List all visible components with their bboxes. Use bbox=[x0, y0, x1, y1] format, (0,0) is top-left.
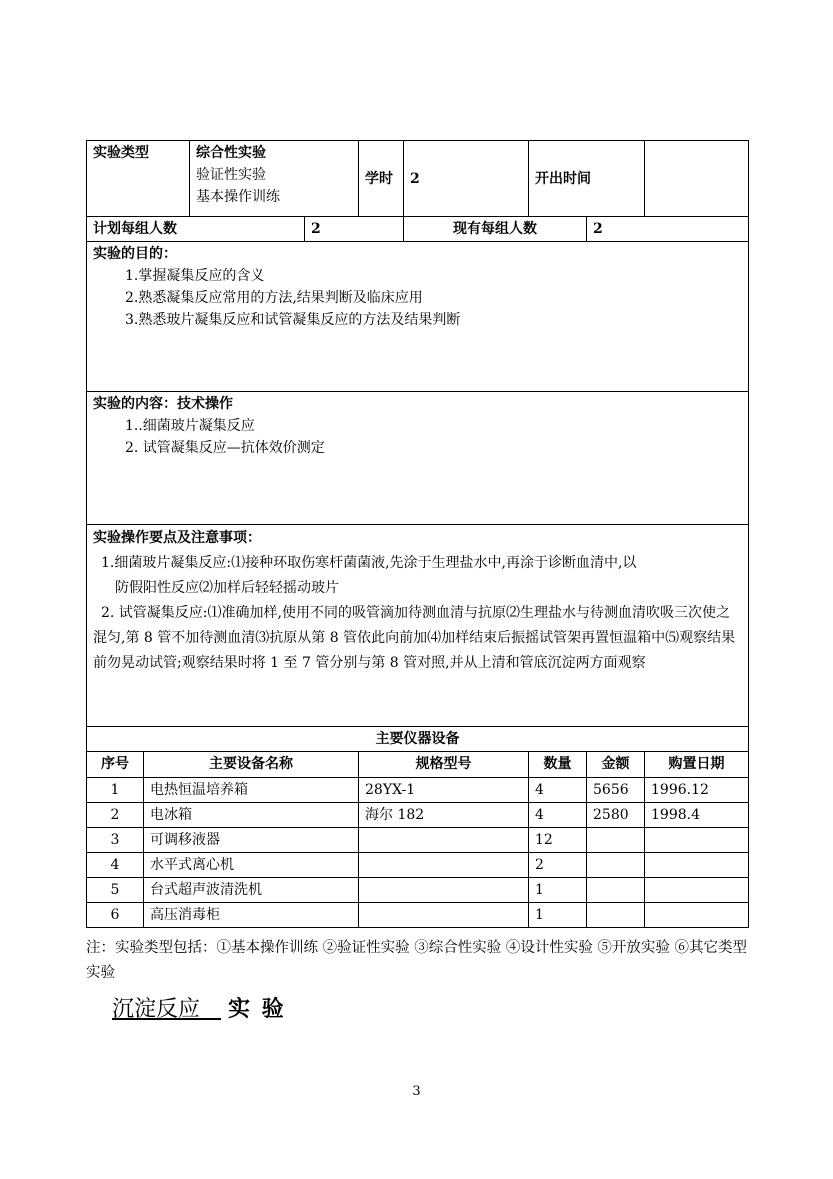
row-model bbox=[359, 853, 529, 878]
row-amount bbox=[587, 828, 645, 853]
row-model: 海尔 182 bbox=[359, 803, 529, 828]
notes-paragraph-1: 1.细菌玻片凝集反应:⑴接种环取伤寒杆菌菌液,先涂于生理盐水中,再涂于诊断血清中,以 bbox=[101, 555, 637, 571]
type-option: 验证性实验 bbox=[196, 167, 266, 183]
hours-label-cell: 学时 bbox=[359, 141, 404, 217]
row-model bbox=[359, 903, 529, 928]
col-header-index: 序号 bbox=[87, 752, 144, 778]
row-equipment-name: 台式超声波清洗机 bbox=[144, 878, 359, 903]
row-equipment-name: 可调移液器 bbox=[144, 828, 359, 853]
row-amount bbox=[587, 853, 645, 878]
section-title-underlined: 沉淀反应 bbox=[112, 997, 201, 1022]
notes-row bbox=[87, 525, 749, 727]
row-index: 5 bbox=[87, 878, 144, 903]
col-header-date: 购置日期 bbox=[645, 752, 749, 778]
row-qty: 2 bbox=[529, 853, 587, 878]
section-title bbox=[112, 993, 286, 1026]
current-label-cell: 现有每组人数 bbox=[404, 217, 587, 242]
row-model bbox=[359, 878, 529, 903]
row-qty: 1 bbox=[529, 903, 587, 928]
type-label-cell: 实验类型 bbox=[87, 141, 190, 217]
hours-value-cell: 2 bbox=[404, 141, 529, 217]
row-index: 4 bbox=[87, 853, 144, 878]
row-date bbox=[645, 853, 749, 878]
type-options-cell bbox=[190, 141, 359, 217]
row-index: 3 bbox=[87, 828, 144, 853]
purpose-row bbox=[87, 242, 749, 392]
row-qty: 4 bbox=[529, 803, 587, 828]
row-qty: 12 bbox=[529, 828, 587, 853]
content-row bbox=[87, 392, 749, 525]
table-row bbox=[87, 803, 749, 828]
col-header-model: 规格型号 bbox=[359, 752, 529, 778]
planned-value-cell: 2 bbox=[305, 217, 404, 242]
notes-cell bbox=[87, 525, 749, 727]
row-equipment-name: 高压消毒柜 bbox=[144, 903, 359, 928]
row-index: 2 bbox=[87, 803, 144, 828]
table-row bbox=[87, 878, 749, 903]
row-date bbox=[645, 903, 749, 928]
open-time-value-cell bbox=[645, 141, 749, 217]
notes-paragraph-2: 2. 试管凝集反应:⑴准确加样,使用不同的吸管滴加待测血清与抗原⑵生理盐水与待测血清吹吸三次使之混匀,第 8 管不加待测血清⑶抗原从第 8 管依此向前加⑷加样结束后振摇试管架再置恒温箱中⑸观察结果前勿晃动试管;观察结果时将 1 至 7 管分别与第 8 管对照,并从上清和管底沉淀两方面观察 bbox=[93, 605, 736, 671]
notes-label: 实验操作要点及注意事项： bbox=[93, 530, 261, 546]
row-model bbox=[359, 828, 529, 853]
table-row bbox=[87, 903, 749, 928]
header-row-1 bbox=[87, 141, 749, 217]
row-date: 1998.4 bbox=[645, 803, 749, 828]
open-time-label-cell: 开出时间 bbox=[529, 141, 645, 217]
row-equipment-name: 水平式离心机 bbox=[144, 853, 359, 878]
row-model: 28YX-1 bbox=[359, 778, 529, 803]
purpose-label: 实验的目的： bbox=[93, 246, 177, 262]
notes-paragraph-1-cont: 防假阳性反应⑵加样后轻轻摇动玻片 bbox=[115, 580, 339, 596]
row-amount: 2580 bbox=[587, 803, 645, 828]
page-number: 3 bbox=[412, 1084, 421, 1099]
purpose-item: 3.熟悉玻片凝集反应和试管凝集反应的方法及结果判断 bbox=[125, 312, 461, 328]
table-row bbox=[87, 853, 749, 878]
row-equipment-name: 电热恒温培养箱 bbox=[144, 778, 359, 803]
content-label: 实验的内容：技术操作 bbox=[93, 396, 233, 412]
table-row bbox=[87, 778, 749, 803]
section-title-underline-gap bbox=[200, 997, 221, 1022]
experiment-form-table bbox=[86, 140, 749, 928]
content-item: 2. 试管凝集反应—抗体效价测定 bbox=[125, 440, 325, 456]
equipment-title: 主要仪器设备 bbox=[87, 727, 749, 752]
purpose-cell bbox=[87, 242, 749, 392]
equipment-title-row bbox=[87, 727, 749, 752]
row-amount bbox=[587, 878, 645, 903]
row-index: 6 bbox=[87, 903, 144, 928]
content-cell bbox=[87, 392, 749, 525]
col-header-name: 主要设备名称 bbox=[144, 752, 359, 778]
row-amount: 5656 bbox=[587, 778, 645, 803]
row-date bbox=[645, 878, 749, 903]
row-equipment-name: 电冰箱 bbox=[144, 803, 359, 828]
equipment-header-row bbox=[87, 752, 749, 778]
purpose-item: 2.熟悉凝集反应常用的方法,结果判断及临床应用 bbox=[125, 290, 423, 306]
row-qty: 4 bbox=[529, 778, 587, 803]
footnote: 注：实验类型包括：①基本操作训练 ②验证性实验 ③综合性实验 ④设计性实验 ⑤开放实验 ⑥其它类型实验 bbox=[86, 940, 748, 981]
row-index: 1 bbox=[87, 778, 144, 803]
purpose-item: 1.掌握凝集反应的含义 bbox=[125, 268, 265, 284]
type-option: 综合性实验 bbox=[196, 145, 266, 161]
content-item: 1..细菌玻片凝集反应 bbox=[125, 418, 255, 434]
current-value-cell: 2 bbox=[587, 217, 749, 242]
table-row bbox=[87, 828, 749, 853]
planned-label-cell: 计划每组人数 bbox=[87, 217, 305, 242]
col-header-amount: 金额 bbox=[587, 752, 645, 778]
row-qty: 1 bbox=[529, 878, 587, 903]
row-amount bbox=[587, 903, 645, 928]
col-header-qty: 数量 bbox=[529, 752, 587, 778]
section-title-bold: 实 验 bbox=[228, 996, 286, 1022]
type-option: 基本操作训练 bbox=[196, 189, 280, 205]
header-row-2 bbox=[87, 217, 749, 242]
row-date: 1996.12 bbox=[645, 778, 749, 803]
row-date bbox=[645, 828, 749, 853]
